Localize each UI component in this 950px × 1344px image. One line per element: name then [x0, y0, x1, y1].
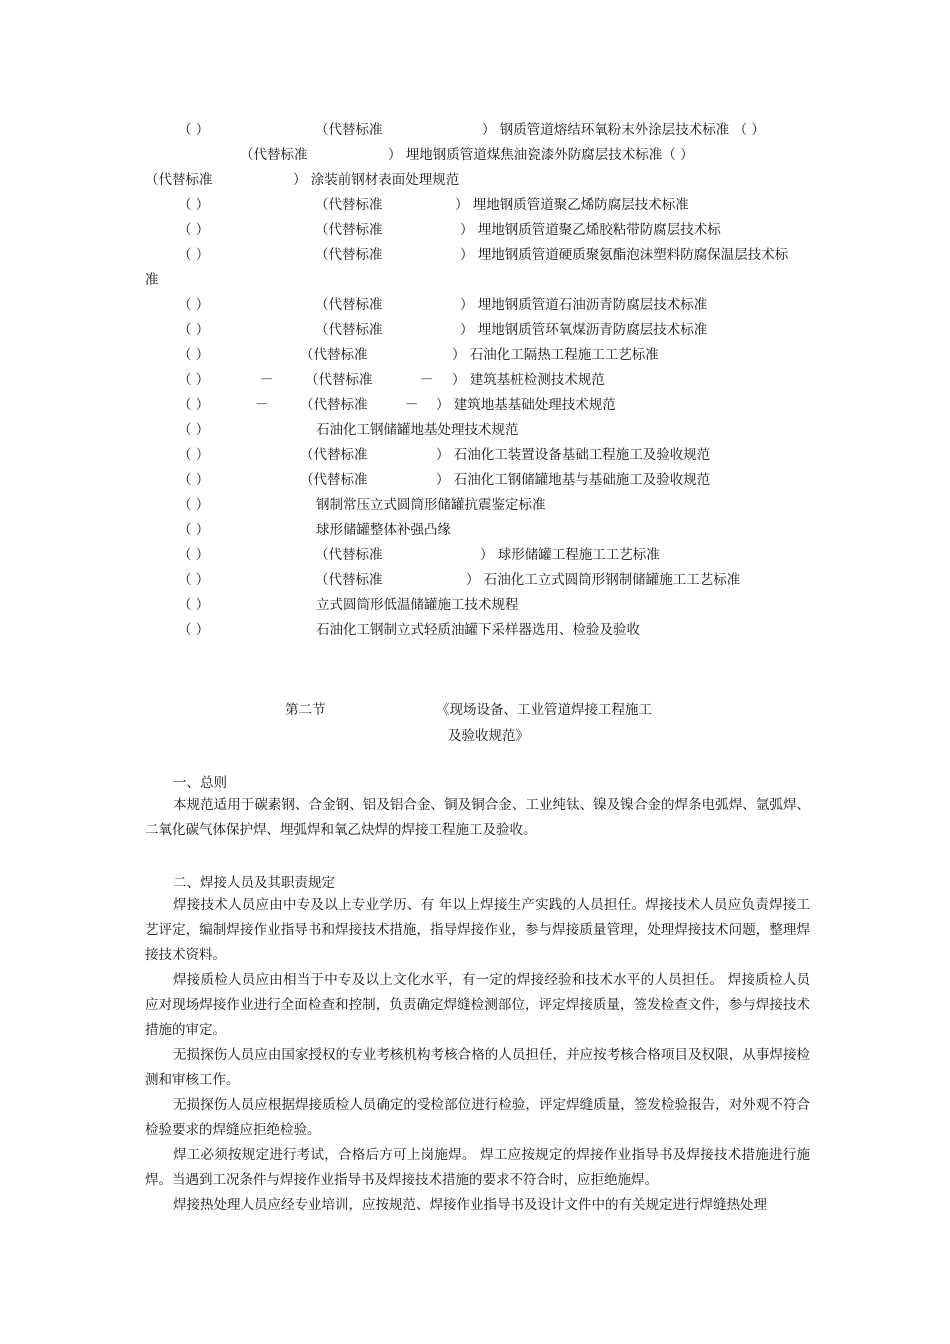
standard-code-paren: （ ） [178, 597, 210, 613]
dash: － [405, 397, 419, 413]
standard-title: ） 涂装前钢材表面处理规范 [293, 172, 460, 188]
standard-title: ） 埋地钢质管道煤焦油瓷漆外防腐层技术标准（ ） [388, 147, 694, 163]
standard-code-paren: （ ） [178, 347, 210, 363]
standard-code-paren: （ ） [178, 247, 210, 263]
replace-standard-label: （代替标准 [315, 247, 383, 263]
standard-code-paren: （ ） [178, 447, 210, 463]
standard-code-paren: （ ） [178, 297, 210, 313]
standard-code-paren: （ ） [178, 322, 210, 338]
standard-title: ） 建筑地基基础处理技术规范 [436, 397, 616, 413]
standard-title: 球形储罐整体补强凸缘 [316, 522, 451, 538]
standard-title: ） 石油化工装置设备基础工程施工及验收规范 [436, 447, 711, 463]
standard-title: ） 球形储罐工程施工工艺标准 [480, 547, 660, 563]
paragraph-welding-inspector: 焊接质检人员应由相当于中专及以上文化水平，有一定的焊接经验和技术水平的人员担任。 焊接质检人员应对现场焊接作业进行全面检查和控制，负责确定焊缝检测部位，评定焊接质量，签发检查文件，参与焊接技术措施的审定。 [145, 972, 810, 1038]
standard-code-paren: （ ） [178, 522, 210, 538]
paragraph-ndt-duty: 无损探伤人员应根据焊接质检人员确定的受检部位进行检验，评定焊缝质量，签发检验报告，对外观不符合检验要求的焊缝应拒绝检验。 [145, 1097, 810, 1138]
section-title-continuation: 及验收规范》 [448, 728, 529, 744]
standard-title: 石油化工钢储罐地基处理技术规范 [316, 422, 519, 438]
standard-code-paren: （ ） [178, 197, 210, 213]
standard-title: 立式圆筒形低温储罐施工技术规程 [316, 597, 519, 613]
replace-standard-label: （代替标准 [300, 447, 368, 463]
paragraph-ndt-qualification: 无损探伤人员应由国家授权的专业考核机构考核合格的人员担任，并应按考核合格项目及权限，从事焊接检测和审核工作。 [145, 1047, 810, 1088]
replace-standard-label: （代替标准 [315, 322, 383, 338]
replace-standard-label: （代替标准 [315, 547, 383, 563]
replace-standard-label: （代替标准 [315, 122, 383, 138]
standard-code-paren: （ ） [178, 547, 210, 563]
paragraph-heat-treatment: 焊接热处理人员应经专业培训，应按规范、焊接作业指导书及设计文件中的有关规定进行焊缝热处理 [173, 1197, 767, 1213]
replace-standard-label: （代替标准 [300, 347, 368, 363]
standard-title: ） 石油化工钢储罐地基与基础施工及验收规范 [436, 472, 711, 488]
standard-code-paren: （ ） [178, 497, 210, 513]
standard-code-paren: （ ） [178, 122, 210, 138]
part1-paragraph: 本规范适用于碳素钢、合金钢、铝及铝合金、铜及铜合金、工业纯钛、镍及镍合金的焊条电弧焊、氩弧焊、二氧化碳气体保护焊、埋弧焊和氧乙炔焊的焊接工程施工及验收。 [145, 797, 810, 838]
standard-title: ） 钢质管道熔结环氧粉末外涂层技术标准 （ ） [482, 122, 765, 138]
standard-title: ） 埋地钢质管环氧煤沥青防腐层技术标准 [460, 322, 708, 338]
standard-code-paren: （ ） [178, 422, 210, 438]
replace-standard-label: （代替标准 [145, 172, 213, 188]
standard-title: ） 埋地钢质管道硬质聚氨酯泡沫塑料防腐保温层技术标 [460, 247, 789, 263]
section-label: 第二节 [285, 702, 326, 718]
standard-title: ） 埋地钢质管道石油沥青防腐层技术标准 [460, 297, 708, 313]
standard-title-continuation: 准 [145, 272, 159, 288]
paragraph-welder: 焊工必须按规定进行考试，合格后方可上岗施焊。 焊工应按规定的焊接作业指导书及焊接技术措施进行施焊。当遇到工况条件与焊接作业指导书及焊接技术措施的要求不符合时，应拒绝施焊。 [145, 1147, 810, 1188]
standard-code-paren: （ ） [178, 572, 210, 588]
section-title: 《现场设备、工业管道焊接工程施工 [436, 702, 652, 718]
standard-title: 钢制常压立式圆筒形储罐抗震鉴定标准 [316, 497, 546, 513]
standard-title: ） 埋地钢质管道聚乙烯胶粘带防腐层技术标 [460, 222, 721, 238]
standard-title: 石油化工钢制立式轻质油罐下采样器选用、检验及验收 [316, 622, 640, 638]
replace-standard-label: （代替标准 [300, 397, 368, 413]
dash: － [420, 372, 434, 388]
replace-standard-label: （代替标准 [305, 372, 373, 388]
standard-code-paren: （ ） [178, 472, 210, 488]
dash: － [260, 372, 274, 388]
replace-standard-label: （代替标准 [315, 222, 383, 238]
part2-heading: 二、焊接人员及其职责规定 [173, 875, 335, 891]
replace-standard-label: （代替标准 [300, 472, 368, 488]
replace-standard-label: （代替标准 [315, 297, 383, 313]
standard-title: ） 建筑基桩检测技术规范 [452, 372, 605, 388]
paragraph-welding-technician: 焊接技术人员应由中专及以上专业学历、有 年以上焊接生产实践的人员担任。焊接技术人员应负责焊接工艺评定，编制焊接作业指导书和焊接技术措施，指导焊接作业，参与焊接质量管理，处理焊接技术问题，整理焊接技术资料。 [145, 897, 810, 963]
dash: － [255, 397, 269, 413]
part1-heading: 一、总则 [173, 775, 227, 791]
standard-code-paren: （ ） [178, 372, 210, 388]
standard-title: ） 石油化工隔热工程施工工艺标准 [452, 347, 659, 363]
standard-code-paren: （ ） [178, 622, 210, 638]
standard-title: ） 埋地钢质管道聚乙烯防腐层技术标准 [455, 197, 689, 213]
standard-code-paren: （ ） [178, 397, 210, 413]
replace-standard-label: （代替标准 [315, 572, 383, 588]
replace-standard-label: （代替标准 [240, 147, 308, 163]
replace-standard-label: （代替标准 [315, 197, 383, 213]
standard-title: ） 石油化工立式圆筒形钢制储罐施工工艺标准 [466, 572, 741, 588]
standard-code-paren: （ ） [178, 222, 210, 238]
